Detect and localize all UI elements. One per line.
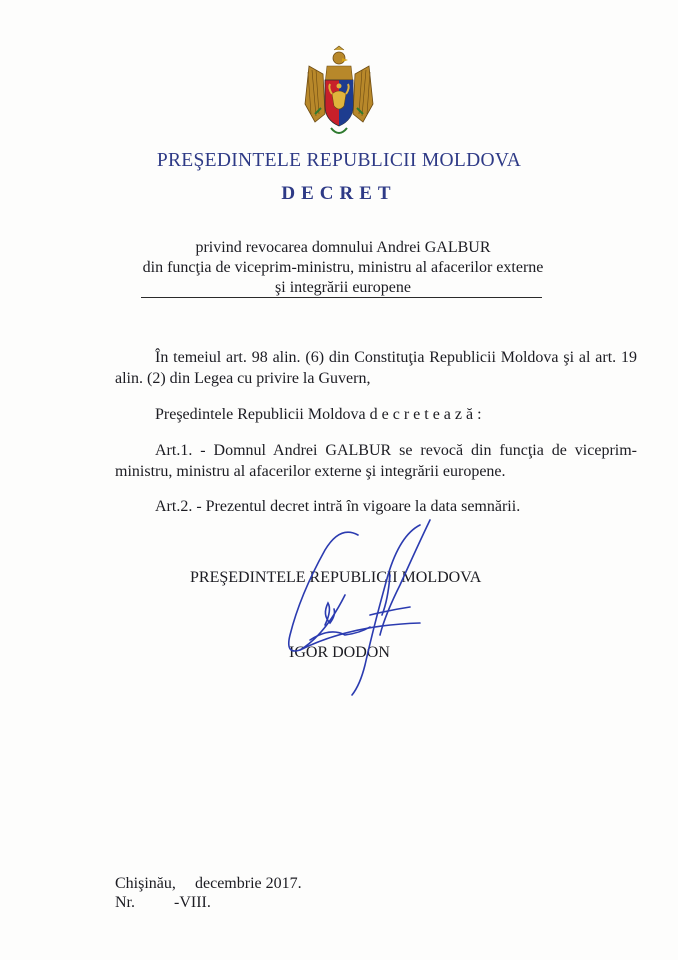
handwritten-signature [270, 515, 440, 700]
date-of-signing: decembrie 2017. [195, 875, 302, 892]
subject-line-2: din funcţia de viceprim-ministru, ministru al afacerilor externe [142, 259, 544, 276]
subject-underline [141, 297, 542, 298]
document-type: DECRET [281, 183, 397, 204]
header-institution: PREŞEDINTELE REPUBLICII MOLDOVA [156, 150, 522, 171]
decree-intro [155, 404, 555, 425]
number-label: Nr. [115, 894, 135, 911]
subject-line-3: şi integrării europene [275, 279, 411, 296]
place-of-signing: Chişinău, [115, 875, 176, 892]
legal-basis-paragraph: În temeiul art. 98 alin. (6) din Constituţia Republicii Moldova şi al art. 19 alin. (2) din Legea cu privire la Guvern, [115, 349, 637, 387]
article-2: Art.2. - Prezentul decret intră în vigoare la data semnării. [155, 498, 521, 515]
subject-line-1: privind revocarea domnului Andrei GALBUR [195, 239, 491, 256]
decree-intro-subject: Preşedintele Republicii Moldova [155, 406, 366, 423]
signatory-name: IGOR DODON [289, 644, 390, 661]
number-value: -VIII. [174, 894, 211, 911]
article-1: Art.1. - Domnul Andrei GALBUR se revocă din funcţia de viceprim-ministru, ministru al afacerilor externe şi integrării europene. [115, 442, 637, 480]
decree-verb: decretează: [369, 406, 486, 423]
decree-subject [138, 238, 548, 298]
signatory-title: PREŞEDINTELE REPUBLICII MOLDOVA [190, 569, 482, 586]
moldova-coat-of-arms-icon [301, 44, 377, 140]
